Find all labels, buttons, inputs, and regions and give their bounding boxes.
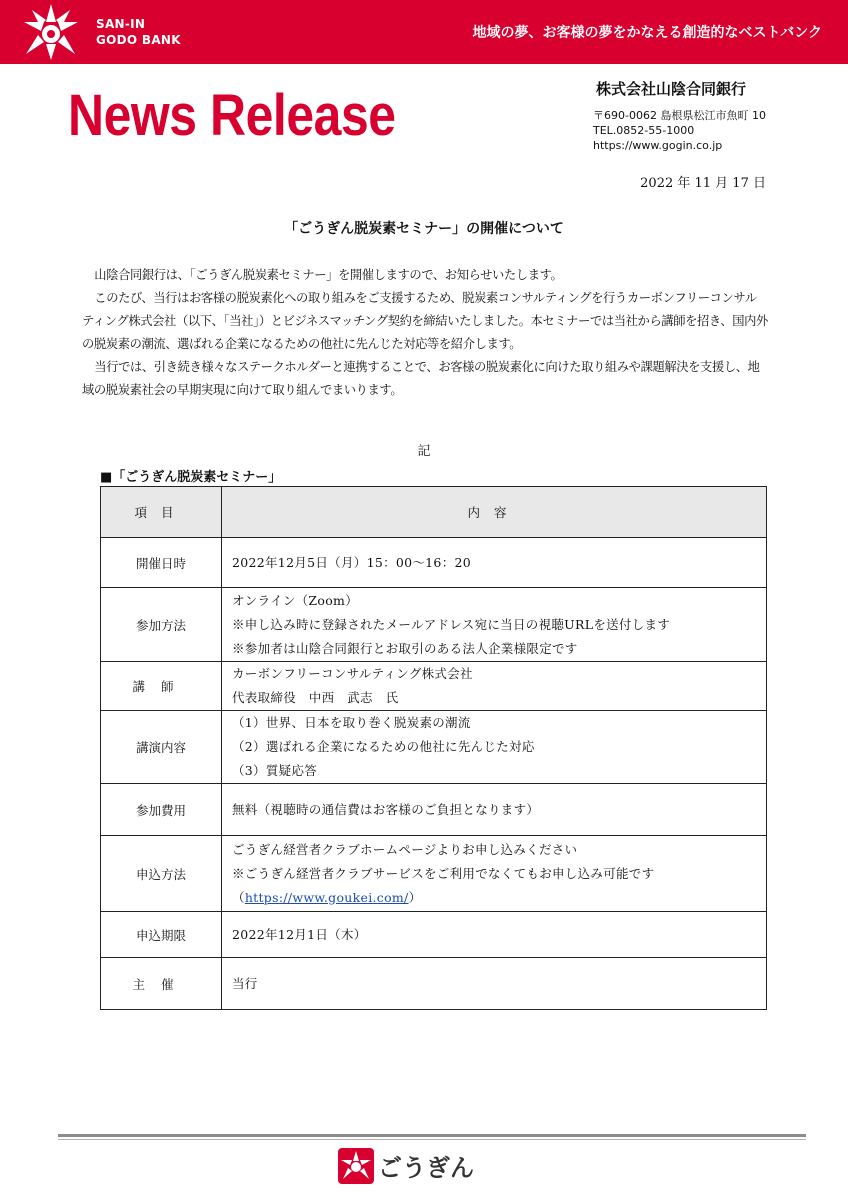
row-item: 講師 [101,662,222,711]
row-content [222,711,767,784]
table-header-row [101,487,767,538]
gogin-footer-logo-icon [338,1148,374,1184]
row-content [222,912,767,958]
table-row [101,588,767,662]
news-release-title: News Release [68,83,396,148]
intro-paragraph: 山陰合同銀行は、「ごうぎん脱炭素セミナー」を開催しますので、お知らせいたします。 [94,268,563,282]
row-line: カーボンフリーコンサルティング株式会社 [232,666,473,681]
company-url[interactable]: https://www.gogin.co.jp [593,139,723,152]
row-item: 主催 [101,958,222,1010]
row-content [222,588,767,662]
row-line: （3）質疑応答 [232,763,318,778]
release-date: 2022 年 11 月 17 日 [640,176,766,191]
intro-paragraph: 当行では、引き続き様々なステークホルダーと連携することで、お客様の脱炭素化に向けた取り組みや課題解決を支援し、地域の脱炭素社会の早期実現に向けて取り組んでまいります。 [82,360,760,397]
goukei-link[interactable]: https://www.goukei.com/ [244,889,409,905]
table-row [101,538,767,588]
table-row [101,711,767,784]
header-item: 項目 [101,487,222,538]
header-banner [0,0,848,64]
document-heading: 「ごうぎん脱炭素セミナー」の開催について [284,221,564,237]
slogan: 地域の夢、お客様の夢をかなえる創造的なベストバンク [472,25,822,41]
row-line: ※ごうぎん経営者クラブサービスをご利用でなくてもお申し込み可能です [232,865,655,881]
row-line: （1）世界、日本を取り巻く脱炭素の潮流 [232,715,471,730]
row-line: （2）選ばれる企業になるための他社に先んじた対応 [232,739,535,754]
bank-name-en [96,16,181,48]
row-line: 代表取締役 中西 武志 氏 [232,690,399,705]
row-line: 無料（視聴時の通信費はお客様のご負担となります） [232,801,540,817]
intro-text [82,264,768,402]
footer-divider-thin [58,1139,806,1140]
row-item: 参加方法 [101,588,222,662]
row-content [222,784,767,836]
link-paren-open: （ [232,889,245,905]
row-line: 2022年12月1日（木） [232,926,367,942]
row-content [222,836,767,912]
footer-divider [58,1134,806,1137]
table-row [101,784,767,836]
bank-name-en-line1: SAN-IN [96,17,146,31]
link-paren-close: ） [408,889,422,905]
row-content [222,958,767,1010]
row-item: 参加費用 [101,784,222,836]
row-content [222,662,767,711]
row-content [222,538,767,588]
row-line: 当行 [232,975,258,991]
row-line-link [232,886,756,910]
row-item: 申込方法 [101,836,222,912]
ki-mark: 記 [417,444,431,459]
bank-name-en-line2: GODO BANK [96,33,181,47]
company-tel: TEL.0852-55-1000 [593,124,695,137]
section-title: ■「ごうぎん脱炭素セミナー」 [100,470,282,485]
row-line: ※参加者は山陰合同銀行とお取引のある法人企業様限定です [232,640,578,656]
seminar-details-table [100,486,767,1010]
header-content: 内容 [222,487,767,538]
table-row [101,836,767,912]
table-row [101,958,767,1010]
intro-paragraph: このたび、当行はお客様の脱炭素化への取り組みをご支援するため、脱炭素コンサルティングを行うカーボンフリーコンサルティング株式会社（以下、「当社」）とビジネスマッチング契約を締結いたしました。本セミナーでは当社から講師を招き、国内外の脱炭素の潮流、選ばれる企業になるための他社に先んじた対応等を紹介します。 [82,291,768,351]
company-contact [593,108,766,153]
row-line: ごうぎん経営者クラブホームページよりお申し込みください [232,841,578,857]
row-item: 講演内容 [101,711,222,784]
row-line: ※申し込み時に登録されたメールアドレス宛に当日の視聴URLを送付します [232,616,671,632]
footer-brand-name: ごうぎん [378,1154,474,1182]
table-row [101,662,767,711]
row-line: オンライン（Zoom） [232,592,359,608]
table-row [101,912,767,958]
company-name: 株式会社山陰合同銀行 [596,80,747,98]
row-item: 申込期限 [101,912,222,958]
gogin-logo-icon [20,2,82,62]
company-address: 〒690-0062 島根県松江市魚町 10 [593,109,766,122]
row-line: 2022年12月5日（月）15：00～16：20 [232,554,471,570]
row-item: 開催日時 [101,538,222,588]
